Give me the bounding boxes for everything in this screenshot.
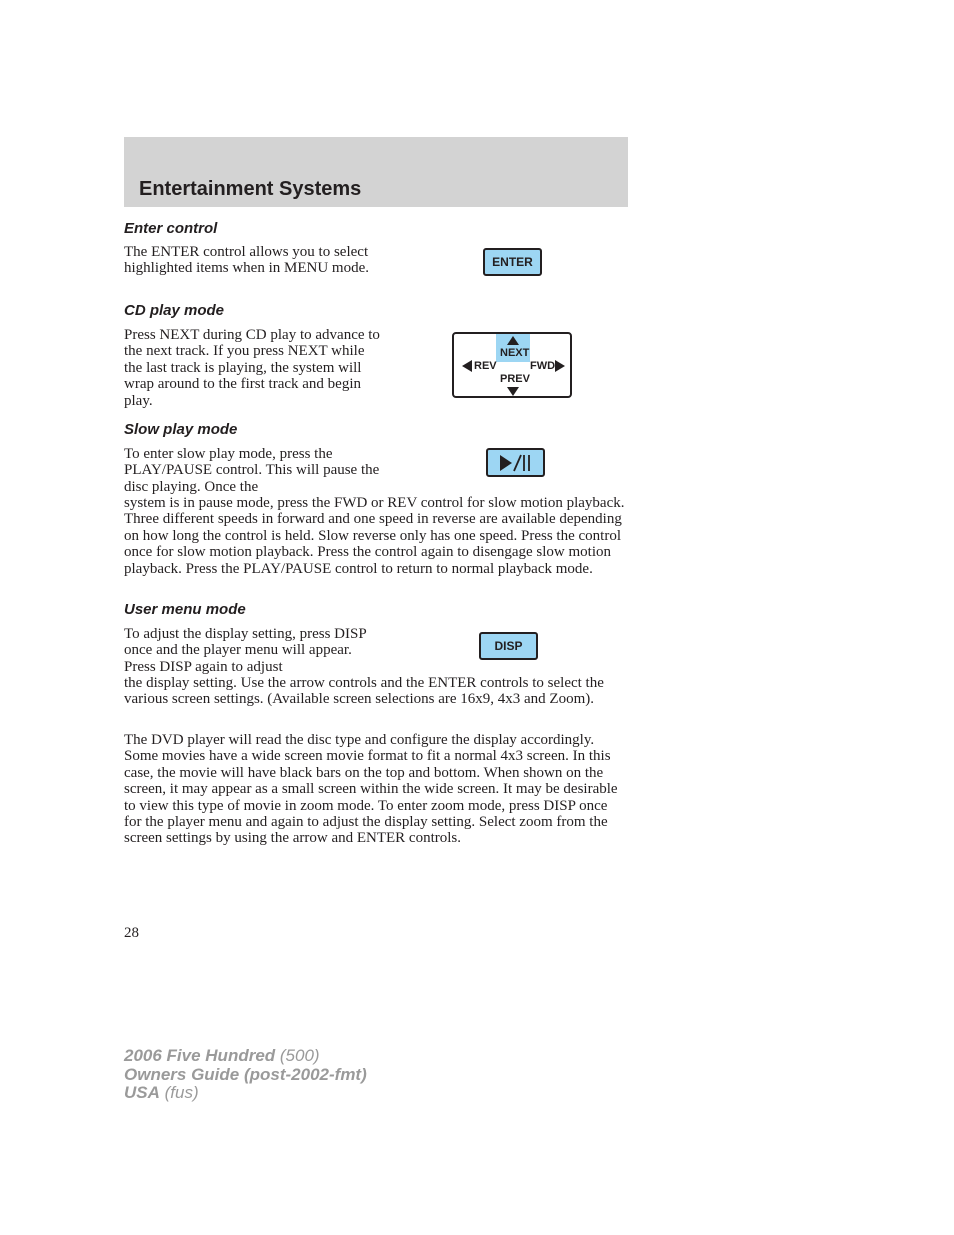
right-arrow-icon <box>555 360 565 372</box>
enter-control-text: The ENTER control allows you to select highlighted items when in MENU mode. <box>124 244 369 277</box>
play-pause-icon <box>496 453 536 473</box>
document-footer <box>124 1047 367 1103</box>
play-pause-button-illustration <box>486 448 545 477</box>
slow-play-heading: Slow play mode <box>124 421 238 438</box>
enter-button-illustration: ENTER <box>483 248 542 276</box>
slow-play-text-intro: To enter slow play mode, press the PLAY/PAUSE control. This will pause the disc playing. Once the <box>124 446 380 495</box>
section-title: Entertainment Systems <box>139 178 362 200</box>
footer-model: 2006 Five Hundred <box>124 1046 276 1065</box>
disp-button-illustration: DISP <box>479 632 538 660</box>
slow-play-text-continued: system is in pause mode, press the FWD or REV control for slow motion playback. Three different speeds in forward and one speed in reverse are available depending on how long the control is held. Slow reverse only has one speed. Press the control once for slow motion playback. Press the control again to disengage slow motion playback. Press the PLAY/PAUSE control to return to normal playback mode. <box>124 495 625 577</box>
left-arrow-icon <box>462 360 472 372</box>
user-menu-text-intro: To adjust the display setting, press DISP once and the player menu will appear. Press DISP again to adjust <box>124 626 367 675</box>
user-menu-text-continued: the display setting. Use the arrow controls and the ENTER controls to select the various screen settings. (Available screen selections are 16x9, 4x3 and Zoom). <box>124 675 604 708</box>
footer-market: USA <box>124 1083 160 1102</box>
footer-market-code: (fus) <box>159 1083 199 1102</box>
page-number: 28 <box>124 925 139 941</box>
dvd-display-paragraph: The DVD player will read the disc type and configure the display accordingly. Some movies have a wide screen movie format to fit a normal 4x3 screen. In this case, the movie will have black bars on the top and bottom. When shown on the screen, it may appear as a small screen within the wide screen. It may be desirable to view this type of movie in zoom mode. To enter zoom mode, press DISP once for the player menu and again to adjust the display setting. Select zoom from the screen settings by using the arrow and ENTER controls. <box>124 732 618 847</box>
prev-label: PREV <box>500 373 530 385</box>
down-arrow-icon <box>507 387 519 396</box>
section-header-band <box>124 137 628 207</box>
fwd-label: FWD <box>530 360 556 372</box>
cd-play-text: Press NEXT during CD play to advance to the next track. If you press NEXT while the last track is playing, the system will wrap around to the first track and begin play. <box>124 327 380 409</box>
cd-play-heading: CD play mode <box>124 302 225 319</box>
direction-pad-illustration <box>452 332 572 398</box>
rev-label: REV <box>474 360 497 372</box>
footer-guide: Owners Guide (post-2002-fmt) <box>124 1064 367 1084</box>
next-label: NEXT <box>500 347 530 359</box>
up-arrow-icon <box>507 336 519 345</box>
user-menu-heading: User menu mode <box>124 601 246 618</box>
enter-control-heading: Enter control <box>124 220 218 237</box>
footer-model-code: (500) <box>275 1046 320 1065</box>
